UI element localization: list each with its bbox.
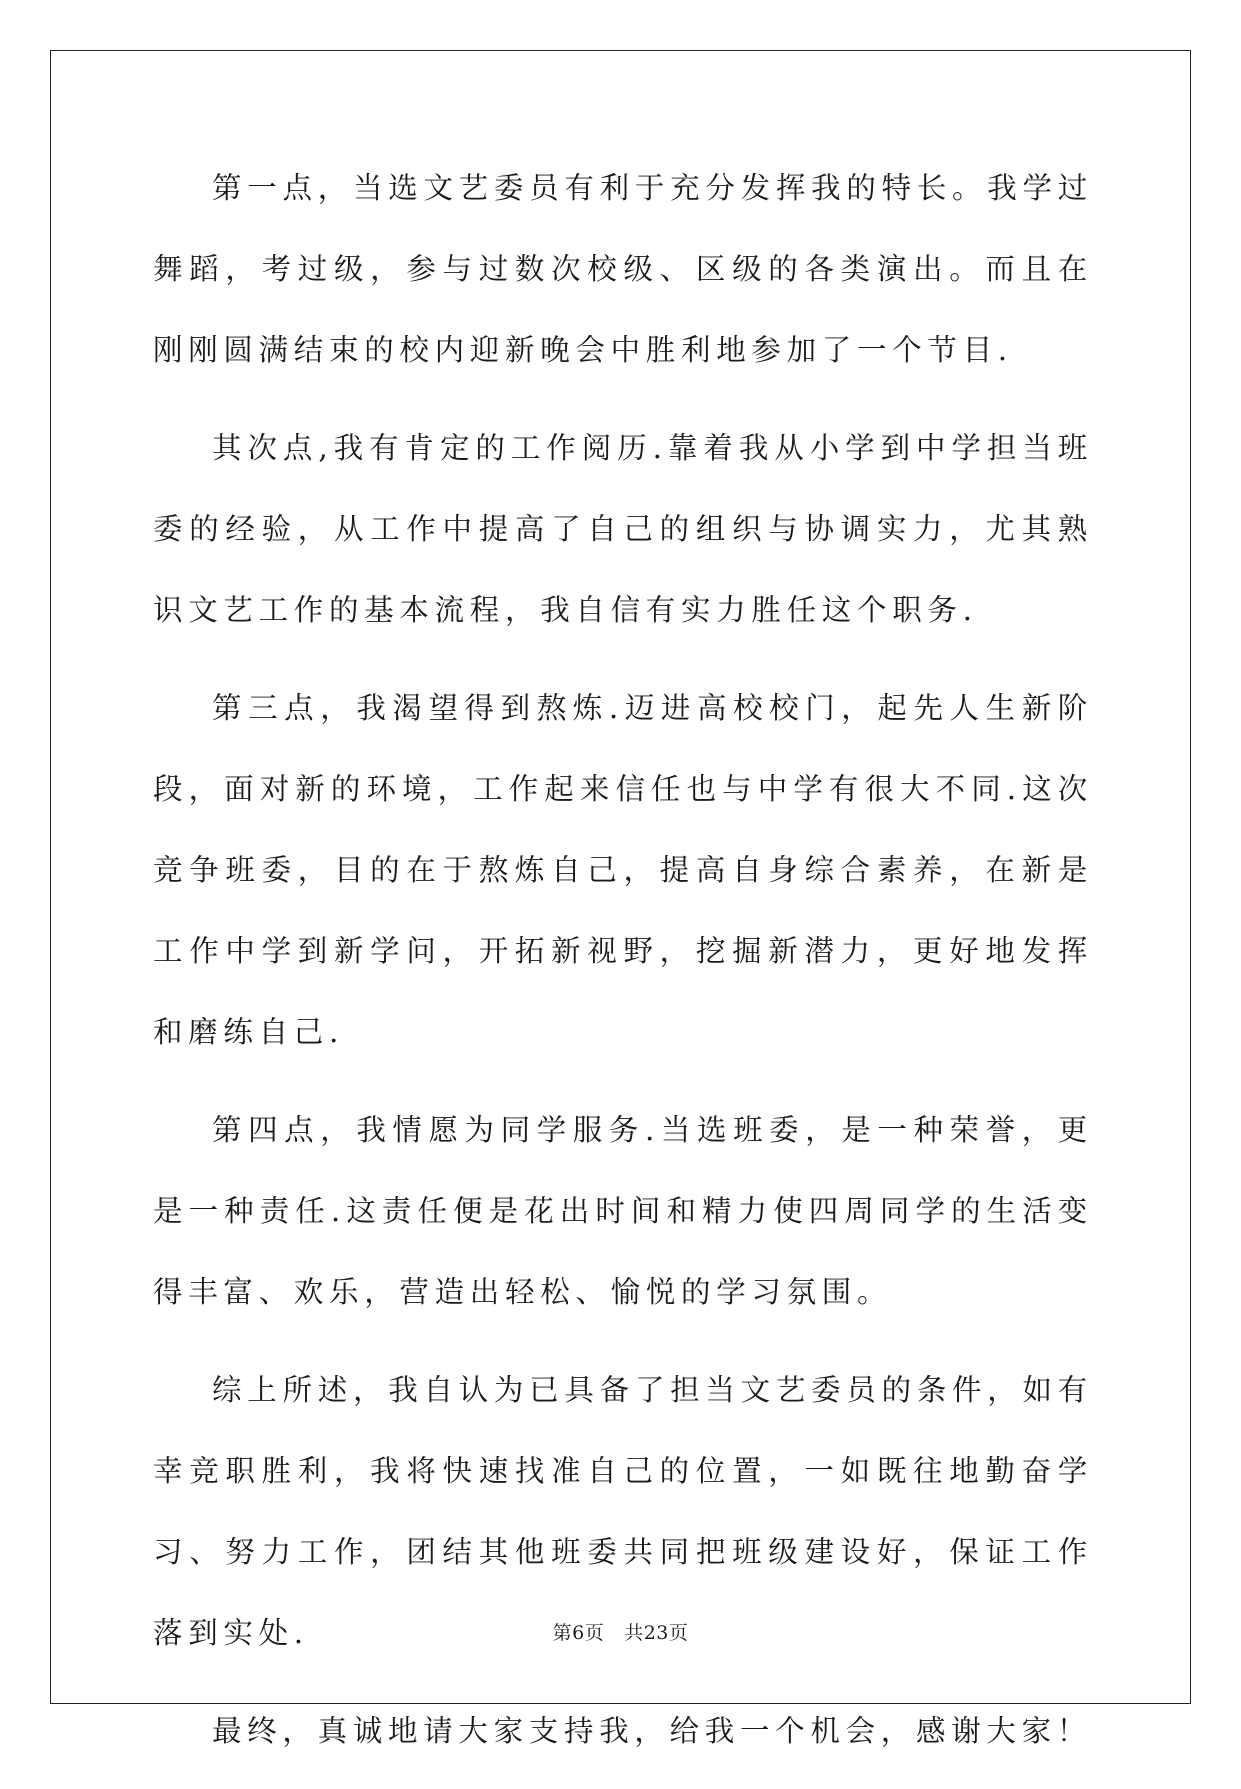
paragraph-6: 最终，真诚地请大家支持我，给我一个机会，感谢大家！ bbox=[212, 1714, 1093, 1748]
total-pages-label: 共23页 bbox=[624, 1622, 689, 1644]
paragraph-4: 第四点，我情愿为同学服务.当选班委，是一种荣誉，更是一种责任.这责任便是花出时间和精力使四周同学的生活变得丰富、欢乐，营造出轻松、愉悦的学习氛围。 bbox=[153, 1113, 1093, 1309]
page-footer bbox=[0, 1618, 1241, 1645]
paragraph-1: 第一点，当选文艺委员有利于充分发挥我的特长。我学过舞蹈，考过级，参与过数次校级、区级的各类演出。而且在刚刚圆满结束的校内迎新晚会中胜利地参加了一个节目. bbox=[153, 171, 1093, 367]
paragraph-3: 第三点，我渴望得到熬炼.迈进高校校门，起先人生新阶段，面对新的环境，工作起来信任也与中学有很大不同.这次竞争班委，目的在于熬炼自己，提高自身综合素养，在新是工作中学到新学问，开拓新视野，挖掘新潜力，更好地发挥和磨练自己. bbox=[153, 691, 1093, 1049]
paragraph-5: 综上所述，我自认为已具备了担当文艺委员的条件，如有幸竞职胜利，我将快速找准自己的位置，一如既往地勤奋学习、努力工作，团结其他班委共同把班级建设好，保证工作落到实处. bbox=[153, 1373, 1093, 1650]
document-body bbox=[153, 148, 1093, 1789]
current-page-label: 第6页 bbox=[552, 1622, 605, 1644]
paragraph-2: 其次点,我有肯定的工作阅历.靠着我从小学到中学担当班委的经验，从工作中提高了自己的组织与协调实力，尤其熟识文艺工作的基本流程，我自信有实力胜任这个职务. bbox=[153, 431, 1093, 627]
